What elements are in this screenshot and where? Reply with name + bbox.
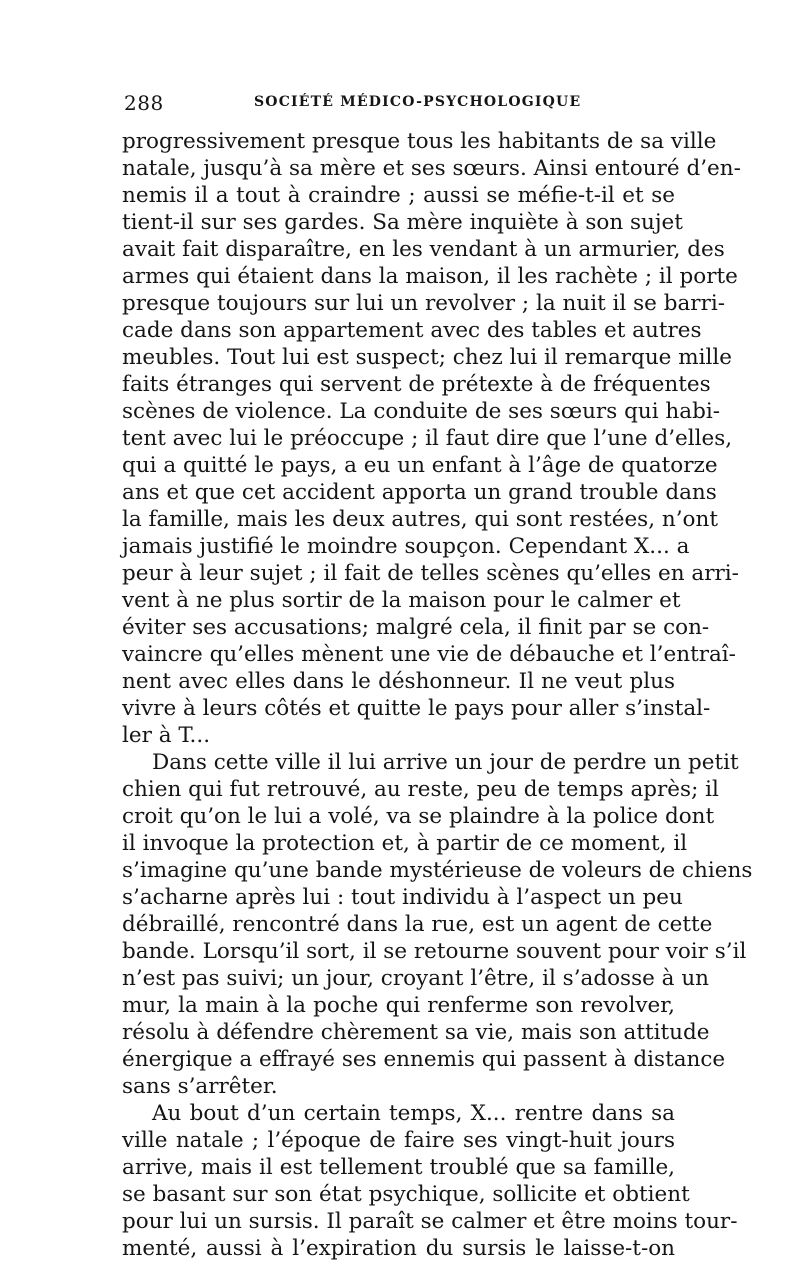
journal-title: SOCIÉTÉ MÉDICO-PSYCHOLOGIQUE (254, 94, 582, 110)
text-line: pour lui un sursis. Il paraît se calmer et être moins tour- (122, 1209, 738, 1234)
text-line: vaincre qu’elles mènent une vie de débauche et l’entraî- (122, 642, 736, 667)
text-line: chien qui fut retrouvé, au reste, peu de temps après; il (122, 777, 719, 802)
text-line: qui a quitté le pays, a eu un enfant à l’âge de quatorze (122, 453, 718, 478)
text-line: ville natale ; l’époque de faire ses vingt-huit jours (122, 1128, 675, 1153)
text-line: tent avec lui le préoccupe ; il faut dire que l’une d’elles, (122, 426, 733, 451)
running-head (122, 91, 677, 117)
page-number: 288 (124, 91, 164, 115)
text-line: tient-il sur ses gardes. Sa mère inquiète à son sujet (122, 210, 683, 235)
text-line: natale, jusqu’à sa mère et ses sœurs. Ainsi entouré d’en- (122, 156, 741, 181)
text-line: débraillé, rencontré dans la rue, est un agent de cette (122, 912, 713, 937)
text-line: mur, la main à la poche qui renferme son revolver, (122, 993, 675, 1018)
text-line: s’acharne après lui : tout individu à l’aspect un peu (122, 885, 683, 910)
text-line: sans s’arrêter. (122, 1074, 278, 1099)
text-line: meubles. Tout lui est suspect; chez lui il remarque mille (122, 345, 732, 370)
text-line: énergique a effrayé ses ennemis qui passent à distance (122, 1047, 726, 1072)
text-line: peur à leur sujet ; il fait de telles scènes qu’elles en arri- (122, 561, 739, 586)
paragraph-start-line: Dans cette ville il lui arrive un jour de perdre un petit (152, 750, 739, 775)
text-line: faits étranges qui servent de prétexte à de fréquentes (122, 372, 711, 397)
text-line: vivre à leurs côtés et quitte le pays pour aller s’instal- (122, 696, 711, 721)
text-line: n’est pas suivi; un jour, croyant l’être, il s’adosse à un (122, 966, 710, 991)
text-line: vent à ne plus sortir de la maison pour le calmer et (122, 588, 681, 613)
text-line: éviter ses accusations; malgré cela, il finit par se con- (122, 615, 710, 640)
text-line: scènes de violence. La conduite de ses sœurs qui habi- (122, 399, 720, 424)
text-line: menté, aussi à l’expiration du sursis le laisse-t-on (122, 1236, 675, 1261)
text-line: arrive, mais il est tellement troublé que sa famille, (122, 1155, 675, 1180)
text-line: jamais justifié le moindre soupçon. Cependant X... a (122, 534, 690, 559)
text-line: bande. Lorsqu’il sort, il se retourne souvent pour voir s’il (122, 939, 747, 964)
text-line: armes qui étaient dans la maison, il les rachète ; il porte (122, 264, 738, 289)
text-line: nent avec elles dans le déshonneur. Il ne veut plus (122, 669, 675, 694)
text-line: résolu à défendre chèrement sa vie, mais son attitude (122, 1020, 710, 1045)
paragraph-start-line: Au bout d’un certain temps, X... rentre dans sa (152, 1101, 675, 1126)
text-line: ler à T... (122, 723, 211, 748)
text-line: cade dans son appartement avec des tables et autres (122, 318, 702, 343)
text-line: nemis il a tout à craindre ; aussi se méfie-t-il et se (122, 183, 675, 208)
text-line: se basant sur son état psychique, sollicite et obtient (122, 1182, 690, 1207)
text-line: il invoque la protection et, à partir de ce moment, il (122, 831, 688, 856)
text-line: progressivement presque tous les habitants de sa ville (122, 129, 717, 154)
text-line: la famille, mais les deux autres, qui sont restées, n’ont (122, 507, 718, 532)
text-line: ans et que cet accident apporta un grand trouble dans (122, 480, 717, 505)
text-line: s’imagine qu’une bande mystérieuse de voleurs de chiens (122, 858, 753, 883)
text-line: presque toujours sur lui un revolver ; la nuit il se barri- (122, 291, 726, 316)
text-line: croit qu’on le lui a volé, va se plaindre à la police dont (122, 804, 715, 829)
text-line: avait fait disparaître, en les vendant à un armurier, des (122, 237, 725, 262)
